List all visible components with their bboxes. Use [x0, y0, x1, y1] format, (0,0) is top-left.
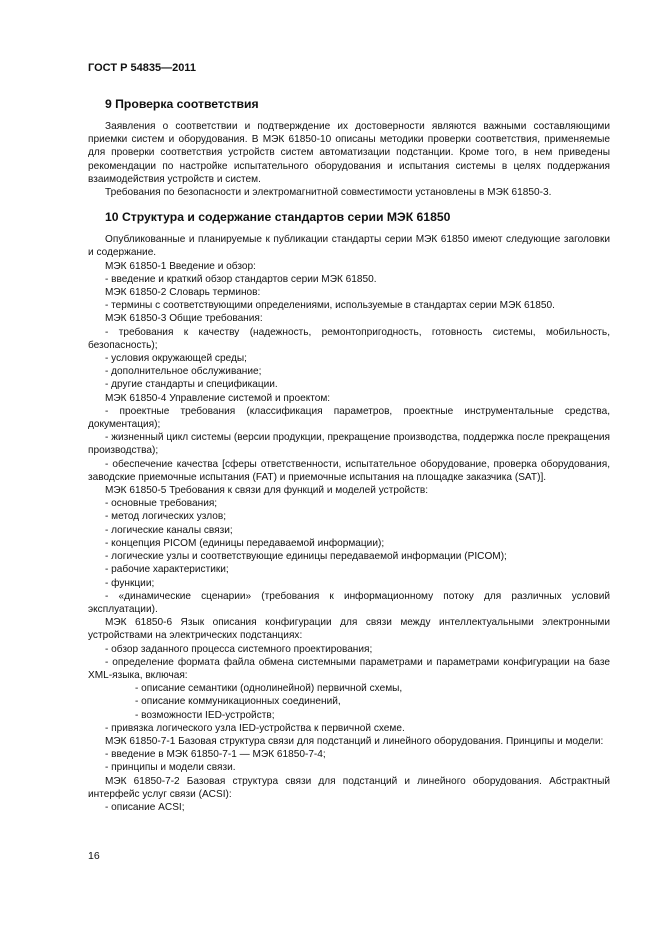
section-10-title: 10 Структура и содержание стандартов серии МЭК 61850	[105, 210, 451, 225]
paragraph: МЭК 61850-7-1 Базовая структура связи для подстанций и линейного оборудования. Принципы и модели:	[105, 735, 604, 747]
list-item: - «динамические сценарии» (требования к информационному потоку для различных условий эксплуатации).	[88, 590, 610, 615]
page-number: 16	[88, 850, 100, 862]
list-item: - определение формата файла обмена системными параметрами и параметрами конфигурации на базе XML-языка, включая:	[88, 656, 610, 681]
list-item: - введение в МЭК 61850-7-1 — МЭК 61850-7-4;	[105, 749, 326, 761]
paragraph: МЭК 61850-6 Язык описания конфигурации для связи между интеллектуальными электронными устройствами на электрических подстанциях:	[88, 617, 610, 642]
list-item: - концепция PICOM (единицы передаваемой информации);	[105, 537, 385, 549]
list-item: - обеспечение качества [сферы ответственности, испытательное оборудование, проверка оборудования, заводские приемочные испытания (FAT) и приемочные испытания на площадке заказчика (SAT)].	[88, 458, 610, 483]
list-item: - основные требования;	[105, 498, 218, 510]
list-item: - функции;	[105, 577, 155, 589]
list-item: - жизненный цикл системы (версии продукции, прекращение производства, поддержка после прекращения производства);	[88, 432, 610, 457]
list-item: - логические узлы и соответствующие единицы передаваемой информации (PICOM);	[105, 551, 507, 563]
paragraph: Опубликованные и планируемые к публикации стандарты серии МЭК 61850 имеют следующие заголовки и содержание.	[88, 234, 610, 259]
list-item: - проектные требования (классификация параметров, проектные инструментальные средства, документация);	[88, 405, 610, 431]
section-9-title: 9 Проверка соответствия	[105, 97, 259, 111]
list-item: - условия окружающей среды;	[105, 353, 247, 365]
list-item: - введение и краткий обзор стандартов серии МЭК 61850.	[105, 273, 377, 285]
list-item: - обзор заданного процесса системного проектирования;	[105, 643, 373, 655]
list-item: - рабочие характеристики;	[105, 564, 229, 576]
list-item: - принципы и модели связи.	[105, 762, 236, 774]
paragraph: МЭК 61850-3 Общие требования:	[105, 313, 263, 325]
list-item: - привязка логического узла IED-устройства к первичной схеме.	[105, 722, 405, 734]
sub-list-item: - возможности IED-устройств;	[135, 709, 275, 721]
list-item: - логические каналы связи;	[105, 524, 233, 536]
paragraph: МЭК 61850-1 Введение и обзор:	[105, 260, 256, 272]
paragraph: МЭК 61850-4 Управление системой и проектом:	[105, 392, 331, 404]
paragraph: Заявления о соответствии и подтверждение их достоверности являются важными составляющими приемки систем и оборудования. В МЭК 61850-10 описаны методики проверки соответствия, применяемые для проверки соответствия устройств систем автоматизации подстанции. Кроме того, в нем приведены рекомендации по настройке испытательного оборудования и испытания системы в целях поддержания взаимодействия устройств и систем.	[88, 121, 610, 185]
paragraph: МЭК 61850-2 Словарь терминов:	[105, 287, 261, 299]
sub-list-item: - описание коммуникационных соединений,	[135, 696, 341, 708]
sub-list-item: - описание семантики (однолинейной) первичной схемы,	[135, 683, 403, 695]
list-item: - термины с соответствующими определениями, используемые в стандартах серии МЭК 61850.	[105, 300, 555, 312]
list-item: - метод логических узлов;	[105, 511, 227, 523]
paragraph: МЭК 61850-7-2 Базовая структура связи для подстанций и линейного оборудования. Абстрактный интерфейс услуг связи (ACSI):	[88, 775, 610, 800]
document-code: ГОСТ Р 54835—2011	[88, 62, 196, 74]
list-item: - другие стандарты и спецификации.	[105, 379, 278, 391]
list-item: - требования к качеству (надежность, ремонтопригодность, готовность системы, мобильность, безопасность);	[88, 326, 610, 351]
paragraph: МЭК 61850-5 Требования к связи для функций и моделей устройств:	[105, 485, 429, 497]
list-item: - дополнительное обслуживание;	[105, 366, 262, 378]
page-content	[88, 96, 610, 814]
list-item: - описание ACSI;	[105, 801, 185, 813]
paragraph: Требования по безопасности и электромагнитной совместимости установлены в МЭК 61850-3.	[105, 187, 552, 199]
